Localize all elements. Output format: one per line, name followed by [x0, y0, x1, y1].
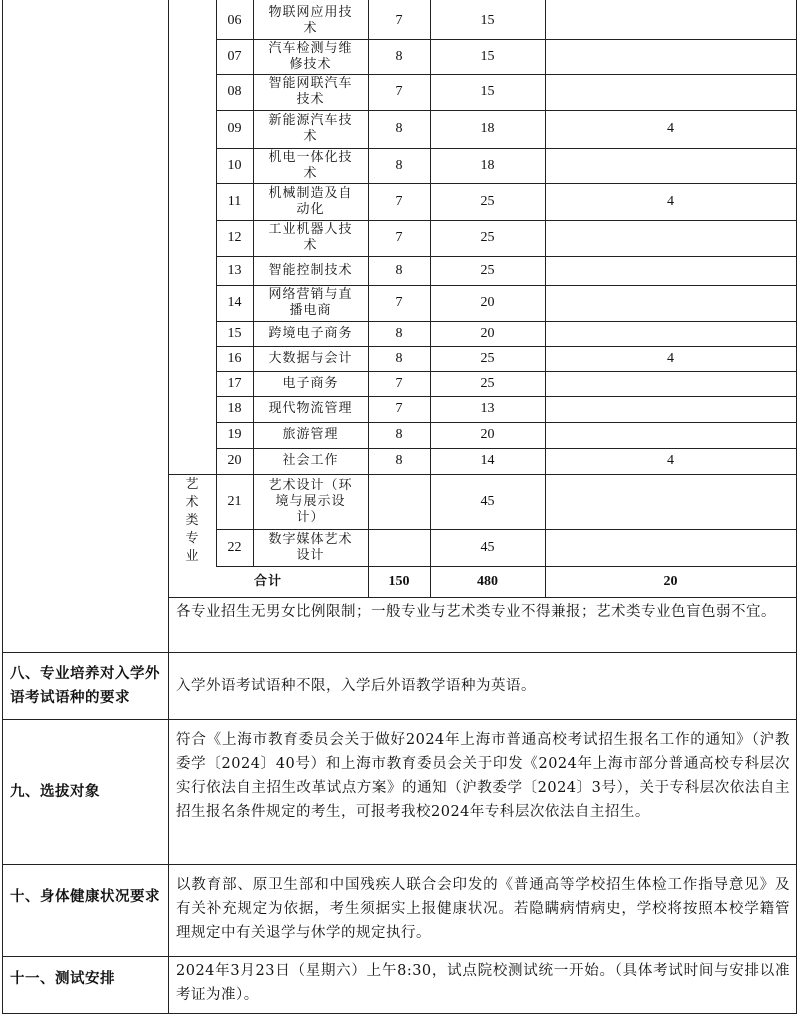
major-name-cell: 现代物流管理 — [268, 401, 353, 416]
major-name-cell: 艺术设计（环境与展示设计） — [268, 477, 353, 525]
section-content: 入学外语考试语种不限，入学后外语教学语种为英语。 — [176, 678, 536, 694]
major-quota-cell — [545, 474, 796, 529]
table-note: 各专业招生无男女比例限制；一般专业与艺术类专业不得兼报；艺术类专业色盲色弱不宜。 — [176, 604, 776, 620]
major-years-cell — [368, 529, 430, 566]
total-years-cell: 150 — [388, 573, 410, 589]
major-plan-cell: 45 — [480, 539, 495, 555]
major-number-cell: 13 — [227, 262, 242, 278]
major-name-cell: 机电一体化技术 — [268, 149, 353, 181]
section-title: 十一、测试安排 — [10, 970, 115, 987]
major-quota-cell — [545, 74, 796, 110]
major-plan-cell: 25 — [480, 350, 495, 366]
section-title: 十、身体健康状况要求 — [10, 888, 160, 905]
major-quota-cell: 4 — [667, 193, 674, 209]
major-years-cell: 8 — [395, 325, 403, 341]
major-quota-cell: 4 — [667, 350, 674, 366]
major-number-cell: 17 — [227, 375, 242, 391]
major-plan-cell: 15 — [480, 84, 495, 99]
major-quota-cell — [545, 529, 796, 566]
major-name-cell: 智能控制技术 — [268, 262, 353, 278]
major-number-cell: 19 — [227, 427, 242, 442]
major-name-cell: 旅游管理 — [282, 427, 339, 442]
major-plan-cell: 20 — [480, 325, 495, 341]
major-number-cell: 09 — [227, 121, 242, 136]
major-name-cell: 工业机器人技术 — [268, 222, 353, 253]
major-quota-cell — [545, 39, 796, 74]
major-plan-cell: 25 — [480, 375, 495, 391]
major-years-cell: 7 — [395, 401, 403, 416]
total-quota-cell: 20 — [663, 573, 678, 589]
major-plan-cell: 14 — [480, 453, 495, 468]
major-plan-cell: 25 — [480, 193, 495, 209]
outer-left-border — [2, 0, 3, 1014]
major-years-cell: 7 — [395, 295, 403, 310]
major-name-cell: 数字媒体艺术设计 — [268, 531, 353, 563]
table-rule — [253, 0, 254, 566]
table-rule — [430, 0, 431, 597]
major-years-cell: 7 — [395, 375, 403, 391]
major-name-cell: 物联网应用技术 — [268, 4, 353, 36]
major-name-cell: 新能源汽车技术 — [268, 113, 353, 144]
major-name-cell: 大数据与会计 — [268, 350, 353, 366]
table-rule — [168, 597, 796, 598]
major-years-cell: 8 — [395, 121, 403, 136]
major-plan-cell: 25 — [480, 262, 495, 278]
major-name-cell: 汽车检测与维修技术 — [268, 40, 353, 72]
major-quota-cell — [545, 422, 796, 448]
major-quota-cell: 4 — [667, 453, 674, 468]
section-content: 2024年3月23日（星期六）上午8:30，试点院校测试统一开始。（具体考试时间与安排以准考证为准）。 — [176, 963, 790, 1003]
total-label-cell: 合计 — [253, 573, 282, 589]
major-plan-cell: 15 — [480, 12, 495, 28]
major-name-cell: 网络营销与直播电商 — [268, 287, 353, 318]
major-years-cell: 7 — [395, 193, 403, 209]
section-divider — [2, 719, 796, 720]
major-plan-cell: 13 — [480, 401, 495, 416]
section-divider — [2, 652, 796, 653]
major-name-cell: 跨境电子商务 — [268, 325, 353, 341]
section-content: 符合《上海市教育委员会关于做好2024年上海市普通高校考试招生报名工作的通知》（沪教委学〔2024〕40号）和上海市教育委员会关于印发《2024年上海市部分普通高校专科层次实行依法自主招生改革试点方案》的通知（沪教委学〔2024〕3号），关于专科层次依法自主招生报名条件规定的考生，可报考我校2024年专科层次依法自主招生。 — [176, 732, 790, 820]
major-name-cell: 电子商务 — [282, 375, 339, 391]
major-number-cell: 06 — [227, 12, 242, 28]
section-content: 以教育部、原卫生部和中国残疾人联合会印发的《普通高等学校招生体检工作指导意见》及有关补充规定为依据，考生须据实上报健康状况。若隐瞒病情病史，学校将按照本校学籍管理规定中有关退学与休学的规定执行。 — [176, 877, 790, 941]
label-column-border — [168, 0, 169, 1014]
major-years-cell: 7 — [395, 84, 403, 99]
major-number-cell: 08 — [227, 84, 242, 99]
major-years-cell: 7 — [395, 230, 403, 245]
section-divider — [2, 956, 796, 957]
major-years-cell: 8 — [395, 350, 403, 366]
major-number-cell: 18 — [227, 401, 242, 416]
major-plan-cell: 25 — [480, 230, 495, 245]
major-years-cell: 8 — [395, 427, 403, 442]
major-quota-cell — [545, 148, 796, 183]
major-plan-cell: 20 — [480, 427, 495, 442]
major-quota-cell — [545, 220, 796, 256]
major-plan-cell: 45 — [480, 493, 495, 509]
major-plan-cell: 18 — [480, 157, 495, 173]
major-number-cell: 21 — [227, 493, 242, 509]
major-number-cell: 12 — [227, 230, 242, 245]
total-plan-cell: 480 — [477, 573, 498, 589]
section-title: 八、专业培养对入学外语考试语种的要求 — [10, 665, 160, 706]
major-quota-cell — [545, 396, 796, 422]
major-number-cell: 20 — [227, 453, 242, 468]
major-quota-cell — [545, 285, 796, 321]
major-quota-cell — [545, 2, 796, 39]
table-rule — [545, 0, 546, 597]
section-title: 九、选拔对象 — [10, 783, 100, 800]
table-rule — [216, 0, 217, 566]
major-plan-cell: 18 — [480, 121, 495, 136]
major-number-cell: 11 — [227, 193, 242, 209]
major-name-cell: 智能网联汽车技术 — [268, 76, 353, 107]
major-plan-cell: 20 — [480, 295, 495, 310]
major-name-cell: 社会工作 — [282, 453, 339, 468]
major-years-cell: 8 — [395, 262, 403, 278]
art-category-label: 艺术类专业 — [185, 477, 199, 564]
major-plan-cell: 15 — [480, 48, 495, 64]
major-years-cell: 7 — [395, 12, 403, 28]
major-years-cell: 8 — [395, 48, 403, 64]
major-years-cell: 8 — [395, 453, 403, 468]
major-quota-cell — [545, 256, 796, 285]
major-name-cell: 机械制造及自动化 — [268, 185, 353, 217]
outer-right-border — [796, 0, 797, 1014]
major-number-cell: 10 — [227, 157, 242, 173]
major-number-cell: 15 — [227, 325, 242, 341]
table-rule — [368, 0, 369, 597]
major-number-cell: 14 — [227, 295, 242, 310]
major-years-cell: 8 — [395, 157, 403, 173]
major-quota-cell: 4 — [667, 121, 674, 136]
major-number-cell: 16 — [227, 350, 242, 366]
major-quota-cell — [545, 371, 796, 396]
section-divider — [2, 864, 796, 865]
major-number-cell: 22 — [227, 539, 242, 555]
major-number-cell: 07 — [227, 48, 242, 64]
major-quota-cell — [545, 321, 796, 346]
major-years-cell — [368, 474, 430, 529]
